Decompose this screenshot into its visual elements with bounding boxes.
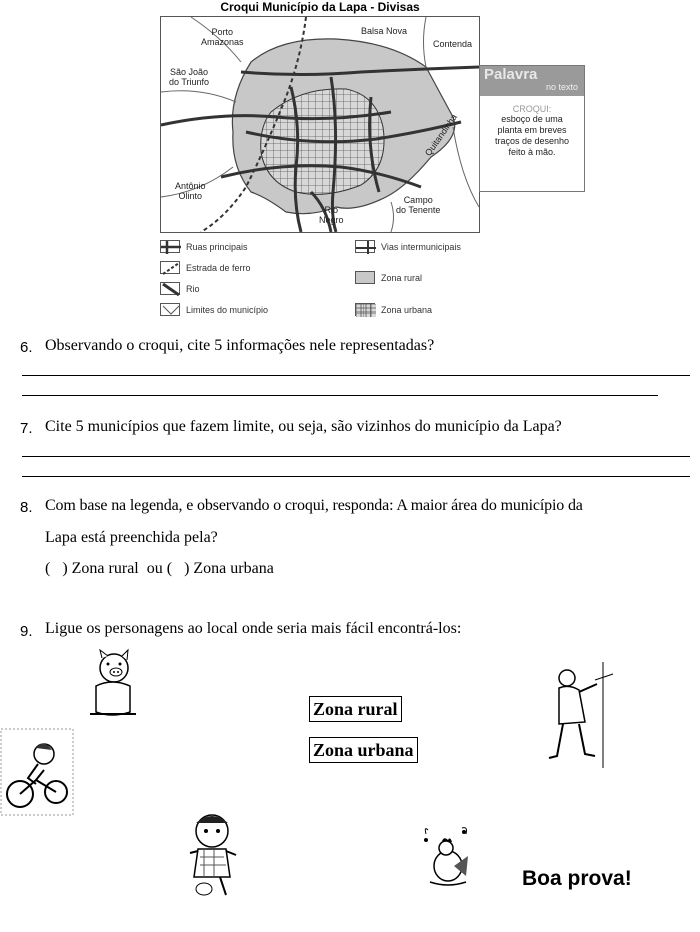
legend-estrada: Estrada de ferro [160, 261, 251, 274]
zona-urbana-box[interactable]: Zona urbana [309, 737, 418, 763]
country-boy-character-icon[interactable] [180, 805, 245, 900]
palavra-definition: esboço de uma planta em breves traços de desenho feito à mão. [494, 114, 570, 157]
answer-line[interactable] [22, 456, 690, 457]
label-quitandinha: Quitandinha [423, 112, 460, 158]
q8-text-line1: Com base na legenda, e observando o croqui, responda: A maior área do município da [45, 497, 583, 514]
urban-swatch-icon [355, 303, 375, 316]
q7-number: 7. [20, 420, 33, 437]
label-porto-amazonas: Porto Amazonas [201, 27, 244, 47]
label-contenda: Contenda [433, 39, 473, 49]
answer-line[interactable] [22, 375, 690, 376]
q7-text: Cite 5 municípios que fazem limite, ou seja, são vizinhos do município da Lapa? [45, 418, 562, 435]
q8-number: 8. [20, 499, 33, 516]
legend-rio: Rio [160, 282, 200, 295]
rooster-icon[interactable] [420, 826, 475, 888]
q9-text: Ligue os personagens ao local onde seria mais fácil encontrá-los: [45, 620, 462, 637]
closing-message: Boa prova! [522, 867, 632, 890]
legend-vias: Vias intermunicipais [355, 240, 461, 253]
q6-number: 6. [20, 339, 33, 356]
answer-line[interactable] [22, 476, 690, 477]
label-sao-joao-do-triunfo: São João do Triunfo [169, 67, 210, 87]
q9-number: 9. [20, 623, 33, 640]
ruas-icon [160, 240, 180, 253]
palavra-box [479, 65, 585, 192]
legend-limites: Limites do município [160, 303, 268, 316]
q8-options[interactable]: ( ) Zona rural ou ( ) Zona urbana [45, 560, 274, 577]
label-balsa-nova: Balsa Nova [361, 26, 408, 36]
boundary-icon [160, 303, 180, 316]
palavra-header: Palavra no texto [480, 66, 584, 96]
answer-line[interactable] [22, 395, 658, 396]
croqui-map [160, 16, 578, 233]
legend-zona-rural: Zona rural [355, 271, 422, 284]
railway-icon [160, 261, 180, 274]
legend-zona-urbana: Zona urbana [355, 303, 432, 316]
legend-ruas: Ruas principais [160, 240, 248, 253]
vias-icon [355, 240, 375, 253]
pig-character-icon[interactable] [86, 648, 138, 718]
man-in-city-icon[interactable] [545, 660, 615, 770]
label-campo-do-tenente: Campo do Tenente [396, 195, 441, 215]
palavra-word: CROQUI: [512, 104, 552, 114]
q6-text: Observando o croqui, cite 5 informações nele representadas? [45, 337, 435, 354]
map-title: Croqui Município da Lapa - Divisas [220, 0, 420, 14]
rural-swatch-icon [355, 271, 375, 284]
boy-on-bike-icon[interactable] [0, 728, 75, 818]
label-antonio-olinto: Antônio Olinto [175, 181, 206, 201]
river-icon [160, 282, 180, 295]
q8-text-line2: Lapa está preenchida pela? [45, 529, 218, 546]
zona-rural-box[interactable]: Zona rural [309, 696, 402, 722]
label-rio-negro: Rio Negro [319, 205, 344, 225]
